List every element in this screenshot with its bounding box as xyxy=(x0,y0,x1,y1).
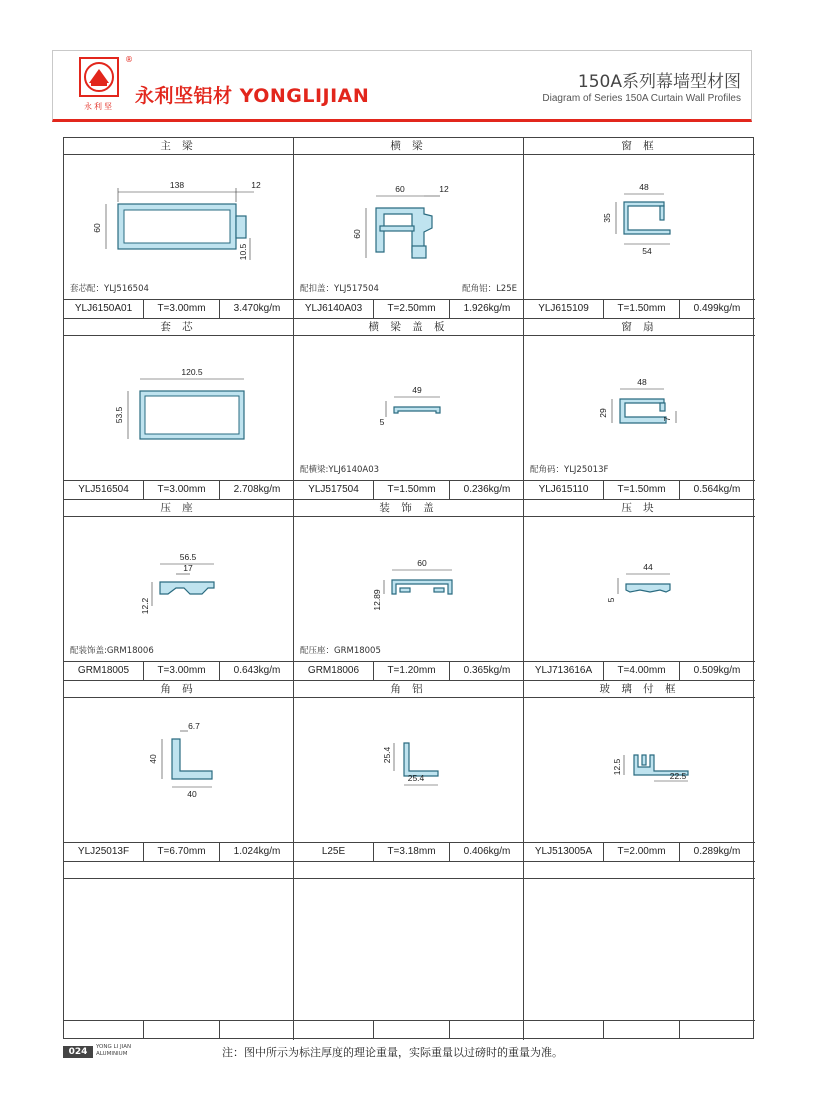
profile-spec-row xyxy=(64,480,293,499)
profile-weight: 0.643kg/m xyxy=(233,665,281,676)
dim-label: 44 xyxy=(643,562,653,572)
profile-thickness: T=1.50mm xyxy=(374,481,450,499)
profile-note-secondary: 配角铝：L25E xyxy=(462,284,517,294)
profile-name: 角 码 xyxy=(64,681,293,698)
page-subtitle: Diagram of Series 150A Curtain Wall Profiles xyxy=(542,93,741,104)
dim-label: 35 xyxy=(602,213,612,223)
dim-label: 12.2 xyxy=(140,597,150,615)
profile-cell xyxy=(64,681,294,862)
profile-thickness: T=4.00mm xyxy=(604,662,680,680)
profile-note: 配角码：YLJ25013F xyxy=(530,465,609,475)
profile-spec-row xyxy=(64,842,293,861)
profile-name: 窗 扇 xyxy=(524,319,755,336)
dim-label: 49 xyxy=(412,385,422,395)
dim-label: 29 xyxy=(598,408,608,418)
profile-spec-row xyxy=(64,299,293,318)
logo-subtext: 永利坚 xyxy=(84,102,114,111)
dim-label: 25.4 xyxy=(382,746,392,764)
dim-label: 53.5 xyxy=(114,406,124,424)
profile-thickness: T=1.50mm xyxy=(604,300,680,318)
profile-thickness: T=3.00mm xyxy=(144,300,220,318)
profile-code: GRM18005 xyxy=(64,662,144,680)
dim-label: 5 xyxy=(379,417,385,427)
profile-spec-row xyxy=(294,299,523,318)
dim-label: 40 xyxy=(187,789,197,799)
dim-label: 60 xyxy=(417,558,427,568)
profile-spec-row xyxy=(64,661,293,680)
profile-code: YLJ615110 xyxy=(524,481,604,499)
profile-note: 配扣盖：YLJ517504 xyxy=(300,284,379,294)
dim-label: 25.4 xyxy=(407,773,425,783)
profile-code: YLJ513005A xyxy=(524,843,604,861)
logo-mark-icon xyxy=(79,57,119,97)
footer-brand xyxy=(96,1044,131,1058)
dim-label: 12.89 xyxy=(372,589,382,611)
profile-weight: 0.406kg/m xyxy=(463,846,511,857)
profile-cell xyxy=(64,138,294,319)
profile-note: 配装饰盖:GRM18006 xyxy=(70,646,154,656)
profile-name: 窗 框 xyxy=(524,138,755,155)
dim-label: 60 xyxy=(352,229,362,239)
dim-label: 138 xyxy=(169,180,185,190)
dim-label: 12 xyxy=(439,184,449,194)
profile-cell xyxy=(524,500,755,681)
profile-drawing xyxy=(524,156,755,316)
dim-label: 5 xyxy=(606,597,616,603)
profile-code: L25E xyxy=(294,843,374,861)
profile-spec-row xyxy=(524,480,755,499)
dim-label: 12.5 xyxy=(612,758,622,776)
profile-code: YLJ6140A03 xyxy=(294,300,374,318)
profile-cell xyxy=(294,138,524,319)
dim-label: 22.5 xyxy=(669,771,687,781)
profile-name: 套 芯 xyxy=(64,319,293,336)
profile-name: 压 座 xyxy=(64,500,293,517)
profile-thickness: T=3.18mm xyxy=(374,843,450,861)
profile-thickness: T=2.50mm xyxy=(374,300,450,318)
profile-spec-row xyxy=(524,299,755,318)
profile-cell xyxy=(524,319,755,500)
profile-name: 横 梁 xyxy=(294,138,523,155)
profile-weight: 0.236kg/m xyxy=(463,484,511,495)
profile-code: YLJ6150A01 xyxy=(64,300,144,318)
empty-cell xyxy=(294,862,524,1040)
profile-weight: 2.708kg/m xyxy=(233,484,281,495)
profile-spec-row xyxy=(294,480,523,499)
empty-cell xyxy=(64,862,294,1040)
dim-label: 60 xyxy=(92,223,102,233)
profile-name: 玻 璃 付 框 xyxy=(524,681,755,698)
brand-logo xyxy=(79,57,119,115)
dim-label: 12 xyxy=(251,180,261,190)
profile-drawing xyxy=(294,699,524,859)
profile-table xyxy=(63,137,754,1039)
header-frame xyxy=(52,50,752,122)
profile-thickness: T=3.00mm xyxy=(144,662,220,680)
footer-note: 注：图中所示为标注厚度的理论重量，实际重量以过磅时的重量为准。 xyxy=(222,1046,563,1059)
profile-cell xyxy=(64,500,294,681)
profile-code: YLJ713616A xyxy=(524,662,604,680)
profile-name: 横 梁 盖 板 xyxy=(294,319,523,336)
profile-code: YLJ516504 xyxy=(64,481,144,499)
brand-name: 永利坚铝材 YONGLIJIAN xyxy=(135,85,370,107)
profile-code: YLJ25013F xyxy=(64,843,144,861)
profile-thickness: T=6.70mm xyxy=(144,843,220,861)
profile-cell xyxy=(294,500,524,681)
footer-brand-line: ALUMINIUM xyxy=(96,1051,128,1057)
profile-code: GRM18006 xyxy=(294,662,374,680)
profile-cell xyxy=(294,681,524,862)
profile-weight: 0.509kg/m xyxy=(693,665,741,676)
empty-spec-row xyxy=(64,1020,293,1039)
profile-thickness: T=1.50mm xyxy=(604,481,680,499)
dim-label: 10.5 xyxy=(238,243,248,261)
profile-weight: 0.289kg/m xyxy=(693,846,741,857)
profile-cell xyxy=(524,681,755,862)
profile-name: 装 饰 盖 xyxy=(294,500,523,517)
profile-weight: 0.499kg/m xyxy=(693,303,741,314)
page-number: 024 xyxy=(63,1046,93,1058)
profile-note: 配压座：GRM18005 xyxy=(300,646,381,656)
profile-weight: 0.564kg/m xyxy=(693,484,741,495)
profile-cell xyxy=(64,319,294,500)
profile-name: 压 块 xyxy=(524,500,755,517)
profile-drawing xyxy=(524,518,755,678)
empty-spec-row xyxy=(524,1020,755,1039)
empty-spec-row xyxy=(294,1020,523,1039)
empty-header xyxy=(64,862,293,879)
dim-label: 7 xyxy=(662,416,672,422)
registered-mark: ® xyxy=(125,55,133,64)
profile-spec-row xyxy=(294,661,523,680)
profile-note: 套芯配：YLJ516504 xyxy=(70,284,149,294)
profile-spec-row xyxy=(524,661,755,680)
profile-spec-row xyxy=(294,842,523,861)
dim-label: 56.5 xyxy=(179,552,197,562)
dim-label: 17 xyxy=(183,563,193,573)
profile-thickness: T=3.00mm xyxy=(144,481,220,499)
profile-note: 配横梁:YLJ6140A03 xyxy=(300,465,380,475)
footer-brand-line: YONG LI JIAN xyxy=(96,1044,132,1050)
profile-drawing xyxy=(64,337,294,497)
profile-thickness: T=2.00mm xyxy=(604,843,680,861)
profile-name: 角 铝 xyxy=(294,681,523,698)
profile-code: YLJ615109 xyxy=(524,300,604,318)
profile-thickness: T=1.20mm xyxy=(374,662,450,680)
empty-cell xyxy=(524,862,755,1040)
dim-label: 60 xyxy=(395,184,405,194)
dim-label: 6.7 xyxy=(188,721,200,731)
profile-code: YLJ517504 xyxy=(294,481,374,499)
empty-header xyxy=(524,862,755,879)
profile-cell xyxy=(294,319,524,500)
profile-spec-row xyxy=(524,842,755,861)
page-title: 150A系列幕墙型材图 xyxy=(577,72,741,92)
profile-name: 主 梁 xyxy=(64,138,293,155)
dim-label: 40 xyxy=(148,754,158,764)
dim-label: 54 xyxy=(642,246,652,256)
profile-drawing xyxy=(524,699,755,859)
profile-drawing xyxy=(64,699,294,859)
profile-cell xyxy=(524,138,755,319)
dim-label: 120.5 xyxy=(181,367,203,377)
empty-header xyxy=(294,862,523,879)
dim-label: 48 xyxy=(639,182,649,192)
profile-weight: 0.365kg/m xyxy=(463,665,511,676)
dim-label: 48 xyxy=(637,377,647,387)
profile-weight: 1.024kg/m xyxy=(233,846,281,857)
profile-weight: 3.470kg/m xyxy=(233,303,281,314)
profile-weight: 1.926kg/m xyxy=(463,303,511,314)
